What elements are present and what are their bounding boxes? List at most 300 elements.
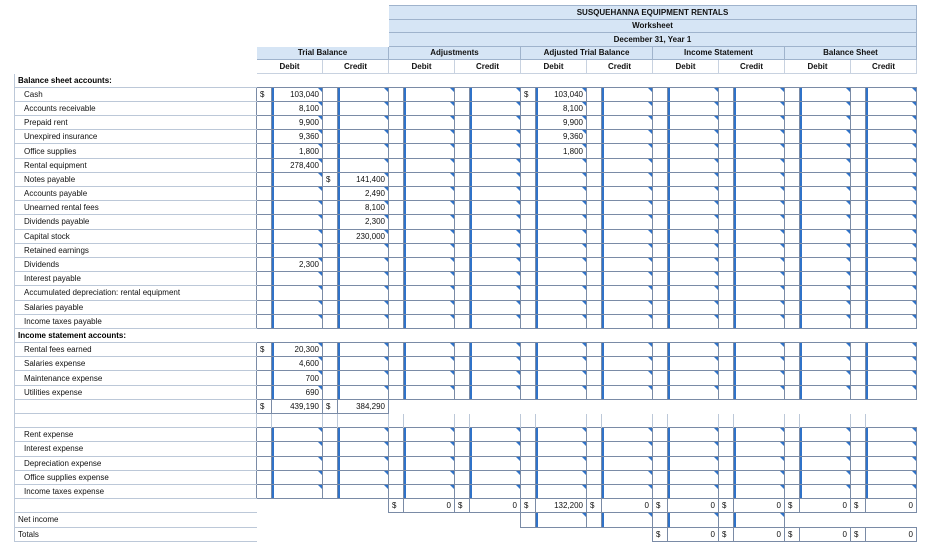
amount-input[interactable] — [404, 484, 455, 498]
empty — [470, 328, 521, 342]
amount-input[interactable] — [404, 215, 455, 229]
amount-input[interactable] — [272, 272, 323, 286]
amount-input[interactable] — [536, 428, 587, 442]
amount-input[interactable] — [866, 101, 917, 115]
empty — [272, 328, 323, 342]
amount-input[interactable] — [800, 272, 851, 286]
amount-input[interactable] — [272, 286, 323, 300]
dollar-sign — [587, 470, 602, 484]
amount-input[interactable] — [668, 357, 719, 371]
amount-input[interactable] — [470, 343, 521, 357]
amount-input[interactable] — [668, 130, 719, 144]
amount-input[interactable] — [734, 201, 785, 215]
amount-input[interactable] — [272, 215, 323, 229]
amount-input[interactable] — [470, 172, 521, 186]
debit-header: Debit — [785, 60, 851, 74]
amount-input[interactable] — [602, 272, 653, 286]
amount-input[interactable] — [602, 201, 653, 215]
amount-input[interactable] — [536, 385, 587, 399]
amount-input[interactable] — [800, 101, 851, 115]
dollar-sign — [653, 101, 668, 115]
amount-input[interactable] — [404, 130, 455, 144]
amount-input[interactable] — [404, 144, 455, 158]
amount-input[interactable] — [800, 172, 851, 186]
amount-input[interactable] — [734, 484, 785, 498]
amount-input[interactable] — [800, 215, 851, 229]
amount-input[interactable]: 9,900 — [536, 116, 587, 130]
amount-input[interactable] — [338, 484, 389, 498]
amount-input[interactable] — [866, 300, 917, 314]
amount-input[interactable] — [602, 116, 653, 130]
amount-input[interactable] — [668, 116, 719, 130]
amount-input[interactable] — [734, 243, 785, 257]
amount-input[interactable] — [470, 385, 521, 399]
amount-input[interactable] — [866, 272, 917, 286]
amount-input[interactable] — [536, 229, 587, 243]
amount-input[interactable] — [470, 300, 521, 314]
amount-input[interactable] — [470, 201, 521, 215]
amount-input[interactable] — [602, 385, 653, 399]
amount-input[interactable] — [668, 201, 719, 215]
amount-input[interactable] — [866, 116, 917, 130]
bs-final-credit-total: 0 — [866, 527, 917, 541]
amount-input[interactable] — [800, 229, 851, 243]
amount-input[interactable] — [404, 201, 455, 215]
amount-input[interactable] — [800, 116, 851, 130]
amount-input[interactable] — [338, 158, 389, 172]
amount-input[interactable] — [602, 187, 653, 201]
amount-input[interactable] — [800, 442, 851, 456]
amount-input[interactable] — [470, 144, 521, 158]
amount-input[interactable] — [800, 428, 851, 442]
amount-input[interactable] — [668, 87, 719, 101]
amount-input[interactable] — [404, 357, 455, 371]
amount-input[interactable] — [602, 130, 653, 144]
amount-input[interactable]: 690 — [272, 385, 323, 399]
amount-input[interactable] — [470, 243, 521, 257]
amount-input[interactable] — [668, 286, 719, 300]
amount-input[interactable] — [536, 442, 587, 456]
amount-input[interactable] — [272, 428, 323, 442]
amount-input[interactable] — [734, 215, 785, 229]
amount-input[interactable] — [404, 172, 455, 186]
amount-input[interactable] — [668, 215, 719, 229]
amount-input[interactable] — [866, 215, 917, 229]
amount-input[interactable] — [866, 257, 917, 271]
amount-input[interactable] — [800, 130, 851, 144]
amount-input[interactable] — [272, 172, 323, 186]
amount-input[interactable] — [668, 428, 719, 442]
amount-input[interactable] — [536, 484, 587, 498]
amount-input[interactable] — [404, 385, 455, 399]
amount-input[interactable] — [734, 187, 785, 201]
amount-input[interactable] — [668, 172, 719, 186]
amount-input[interactable] — [866, 371, 917, 385]
amount-input[interactable] — [602, 484, 653, 498]
amount-input[interactable] — [602, 257, 653, 271]
amount-input[interactable] — [602, 371, 653, 385]
net-income-input[interactable] — [602, 513, 653, 527]
dollar-sign — [587, 300, 602, 314]
empty — [602, 73, 653, 87]
amount-input[interactable]: 1,800 — [536, 144, 587, 158]
amount-input[interactable] — [470, 272, 521, 286]
amount-input[interactable] — [272, 314, 323, 328]
amount-input[interactable] — [734, 428, 785, 442]
amount-input[interactable] — [338, 314, 389, 328]
net-income-input[interactable] — [734, 513, 785, 527]
dollar-sign — [521, 385, 536, 399]
amount-input[interactable] — [668, 101, 719, 115]
amount-input[interactable] — [404, 442, 455, 456]
amount-input[interactable] — [404, 428, 455, 442]
amount-input[interactable] — [866, 442, 917, 456]
amount-input[interactable] — [602, 158, 653, 172]
amount-input[interactable] — [866, 428, 917, 442]
amount-input[interactable] — [338, 87, 389, 101]
amount-input[interactable] — [338, 357, 389, 371]
amount-input[interactable] — [734, 116, 785, 130]
amount-input[interactable] — [404, 470, 455, 484]
amount-input[interactable]: 103,040 — [272, 87, 323, 101]
amount-input[interactable] — [602, 470, 653, 484]
amount-input[interactable] — [470, 257, 521, 271]
amount-input[interactable] — [404, 314, 455, 328]
amount-input[interactable] — [866, 470, 917, 484]
amount-input[interactable] — [734, 456, 785, 470]
amount-input[interactable] — [734, 257, 785, 271]
amount-input[interactable] — [800, 144, 851, 158]
amount-input[interactable] — [536, 243, 587, 257]
amount-input[interactable] — [602, 456, 653, 470]
amount-input[interactable] — [404, 343, 455, 357]
amount-input[interactable] — [470, 286, 521, 300]
dollar-sign — [257, 116, 272, 130]
amount-input[interactable]: 9,360 — [536, 130, 587, 144]
amount-input[interactable] — [536, 371, 587, 385]
amount-input[interactable] — [338, 130, 389, 144]
amount-input[interactable] — [668, 229, 719, 243]
amount-input[interactable] — [602, 172, 653, 186]
amount-input[interactable] — [338, 101, 389, 115]
amount-input[interactable] — [470, 428, 521, 442]
amount-input[interactable] — [338, 286, 389, 300]
amount-input[interactable] — [800, 257, 851, 271]
amount-input[interactable] — [602, 243, 653, 257]
bs-final-debit-total: 0 — [800, 527, 851, 541]
amount-input[interactable] — [734, 172, 785, 186]
amount-input[interactable] — [668, 385, 719, 399]
amount-input[interactable] — [866, 87, 917, 101]
amount-input[interactable]: 9,360 — [272, 130, 323, 144]
amount-input[interactable]: 8,100 — [272, 101, 323, 115]
amount-input[interactable] — [602, 314, 653, 328]
amount-input[interactable] — [734, 385, 785, 399]
debit-header: Debit — [389, 60, 455, 74]
amount-input[interactable] — [470, 187, 521, 201]
amount-input[interactable] — [734, 442, 785, 456]
amount-input[interactable] — [536, 300, 587, 314]
amount-input[interactable] — [404, 456, 455, 470]
amount-input[interactable] — [866, 187, 917, 201]
empty — [455, 73, 470, 87]
amount-input[interactable] — [734, 470, 785, 484]
amount-input[interactable] — [536, 257, 587, 271]
empty — [455, 328, 470, 342]
dollar-sign — [851, 257, 866, 271]
amount-input[interactable] — [800, 357, 851, 371]
amount-input[interactable] — [800, 484, 851, 498]
amount-input[interactable] — [800, 158, 851, 172]
amount-input[interactable] — [800, 371, 851, 385]
amount-input[interactable] — [734, 343, 785, 357]
tb-credit-total: 384,290 — [338, 399, 389, 413]
amount-input[interactable] — [866, 484, 917, 498]
amount-input[interactable]: 103,040 — [536, 87, 587, 101]
amount-input[interactable] — [866, 243, 917, 257]
amount-input[interactable] — [470, 130, 521, 144]
amount-input[interactable] — [668, 456, 719, 470]
amount-input[interactable]: 700 — [272, 371, 323, 385]
net-income-input[interactable] — [536, 513, 587, 527]
amount-input[interactable] — [668, 187, 719, 201]
amount-input[interactable] — [470, 442, 521, 456]
amount-input[interactable] — [470, 229, 521, 243]
amount-input[interactable] — [536, 158, 587, 172]
empty — [866, 399, 917, 413]
amount-input[interactable] — [470, 87, 521, 101]
amount-input[interactable] — [272, 201, 323, 215]
amount-input[interactable] — [404, 300, 455, 314]
amount-input[interactable] — [668, 314, 719, 328]
amount-input[interactable] — [866, 343, 917, 357]
amount-input[interactable] — [866, 201, 917, 215]
amount-input[interactable] — [338, 257, 389, 271]
amount-input[interactable]: 2,300 — [272, 257, 323, 271]
amount-input[interactable] — [602, 101, 653, 115]
amount-input[interactable] — [338, 470, 389, 484]
amount-input[interactable] — [536, 215, 587, 229]
amount-input[interactable] — [272, 456, 323, 470]
amount-input[interactable] — [404, 272, 455, 286]
amount-input[interactable] — [272, 300, 323, 314]
atb-credit-total: 0 — [602, 499, 653, 513]
amount-input[interactable] — [338, 272, 389, 286]
amount-input[interactable] — [602, 229, 653, 243]
amount-input[interactable] — [602, 87, 653, 101]
amount-input[interactable] — [866, 229, 917, 243]
amount-input[interactable] — [602, 442, 653, 456]
dollar-sign — [521, 428, 536, 442]
amount-input[interactable] — [800, 201, 851, 215]
amount-input[interactable] — [404, 257, 455, 271]
amount-input[interactable]: 2,490 — [338, 187, 389, 201]
dollar-sign — [851, 371, 866, 385]
amount-input[interactable] — [404, 243, 455, 257]
amount-input[interactable] — [602, 144, 653, 158]
amount-input[interactable] — [734, 229, 785, 243]
amount-input[interactable] — [272, 442, 323, 456]
amount-input[interactable] — [602, 286, 653, 300]
amount-input[interactable] — [470, 470, 521, 484]
empty — [602, 328, 653, 342]
amount-input[interactable]: 278,400 — [272, 158, 323, 172]
amount-input[interactable] — [866, 172, 917, 186]
amount-input[interactable] — [734, 158, 785, 172]
amount-input[interactable] — [734, 101, 785, 115]
amount-input[interactable] — [800, 187, 851, 201]
dollar-sign — [719, 456, 734, 470]
amount-input[interactable] — [668, 300, 719, 314]
amount-input[interactable] — [800, 87, 851, 101]
dollar-sign — [455, 158, 470, 172]
amount-input[interactable] — [800, 300, 851, 314]
dollar-sign — [455, 201, 470, 215]
amount-input[interactable] — [404, 158, 455, 172]
amount-input[interactable] — [536, 272, 587, 286]
amount-input[interactable] — [536, 470, 587, 484]
amount-input[interactable] — [536, 357, 587, 371]
amount-input[interactable] — [470, 456, 521, 470]
account-label: Dividends payable — [15, 215, 257, 229]
amount-input[interactable] — [536, 201, 587, 215]
amount-input[interactable] — [668, 272, 719, 286]
amount-input[interactable] — [536, 286, 587, 300]
amount-input[interactable] — [734, 371, 785, 385]
amount-input[interactable] — [734, 300, 785, 314]
amount-input[interactable] — [338, 116, 389, 130]
amount-input[interactable] — [404, 87, 455, 101]
amount-input[interactable] — [800, 243, 851, 257]
amount-input[interactable] — [272, 187, 323, 201]
amount-input[interactable] — [734, 357, 785, 371]
amount-input[interactable]: 4,600 — [272, 357, 323, 371]
amount-input[interactable] — [602, 357, 653, 371]
amount-input[interactable] — [866, 456, 917, 470]
dollar-sign — [851, 428, 866, 442]
amount-input[interactable] — [668, 470, 719, 484]
amount-input[interactable] — [272, 229, 323, 243]
amount-input[interactable]: 8,100 — [338, 201, 389, 215]
amount-input[interactable] — [404, 187, 455, 201]
amount-input[interactable] — [734, 87, 785, 101]
amount-input[interactable]: 230,000 — [338, 229, 389, 243]
amount-input[interactable] — [866, 144, 917, 158]
amount-input[interactable] — [800, 314, 851, 328]
amount-input[interactable] — [602, 343, 653, 357]
amount-input[interactable] — [734, 286, 785, 300]
dollar-sign: $ — [587, 499, 602, 513]
amount-input[interactable] — [404, 286, 455, 300]
amount-input[interactable] — [536, 172, 587, 186]
amount-input[interactable] — [800, 470, 851, 484]
amount-input[interactable] — [668, 484, 719, 498]
amount-input[interactable] — [470, 101, 521, 115]
amount-input[interactable] — [470, 357, 521, 371]
amount-input[interactable] — [272, 243, 323, 257]
amount-input[interactable]: 20,300 — [272, 343, 323, 357]
dollar-sign — [851, 158, 866, 172]
amount-input[interactable] — [866, 314, 917, 328]
amount-input[interactable] — [338, 385, 389, 399]
amount-input[interactable] — [338, 300, 389, 314]
amount-input[interactable] — [866, 286, 917, 300]
amount-input[interactable] — [404, 229, 455, 243]
amount-input[interactable] — [338, 343, 389, 357]
amount-input[interactable] — [602, 215, 653, 229]
empty — [257, 328, 272, 342]
amount-input[interactable] — [866, 158, 917, 172]
amount-input[interactable] — [668, 343, 719, 357]
amount-input[interactable] — [404, 116, 455, 130]
amount-input[interactable] — [338, 428, 389, 442]
amount-input[interactable] — [866, 357, 917, 371]
amount-input[interactable] — [602, 428, 653, 442]
account-label: Cash — [15, 87, 257, 101]
amount-input[interactable] — [470, 484, 521, 498]
amount-input[interactable] — [668, 144, 719, 158]
amount-input[interactable] — [338, 442, 389, 456]
amount-input[interactable] — [470, 314, 521, 328]
amount-input[interactable] — [734, 130, 785, 144]
amount-input[interactable] — [404, 371, 455, 385]
amount-input[interactable] — [668, 442, 719, 456]
amount-input[interactable] — [800, 456, 851, 470]
amount-input[interactable] — [536, 314, 587, 328]
amount-input[interactable] — [668, 158, 719, 172]
amount-input[interactable] — [470, 158, 521, 172]
amount-input[interactable] — [734, 314, 785, 328]
dollar-sign — [323, 187, 338, 201]
amount-input[interactable] — [338, 243, 389, 257]
amount-input[interactable] — [734, 144, 785, 158]
amount-input[interactable] — [338, 371, 389, 385]
amount-input[interactable] — [470, 371, 521, 385]
amount-input[interactable] — [470, 116, 521, 130]
dollar-sign — [653, 130, 668, 144]
amount-input[interactable] — [404, 101, 455, 115]
amount-input[interactable] — [602, 300, 653, 314]
amount-input[interactable] — [800, 343, 851, 357]
amount-input[interactable] — [338, 144, 389, 158]
amount-input[interactable] — [734, 272, 785, 286]
amount-input[interactable]: 2,300 — [338, 215, 389, 229]
dollar-sign: $ — [389, 499, 404, 513]
amount-input[interactable] — [668, 243, 719, 257]
amount-input[interactable] — [668, 257, 719, 271]
amount-input[interactable]: 8,100 — [536, 101, 587, 115]
empty — [404, 73, 455, 87]
account-label: Rental equipment — [15, 158, 257, 172]
net-income-input[interactable] — [668, 513, 719, 527]
dollar-sign — [455, 357, 470, 371]
amount-input[interactable]: 9,900 — [272, 116, 323, 130]
amount-input[interactable] — [338, 456, 389, 470]
amount-input[interactable] — [272, 484, 323, 498]
amount-input[interactable]: 1,800 — [272, 144, 323, 158]
amount-input[interactable] — [536, 187, 587, 201]
amount-input[interactable] — [536, 456, 587, 470]
amount-input[interactable] — [272, 470, 323, 484]
amount-input[interactable]: 141,400 — [338, 172, 389, 186]
amount-input[interactable] — [470, 215, 521, 229]
amount-input[interactable] — [866, 130, 917, 144]
amount-input[interactable] — [536, 343, 587, 357]
amount-input[interactable] — [800, 385, 851, 399]
amount-input[interactable] — [800, 286, 851, 300]
amount-input[interactable] — [668, 371, 719, 385]
amount-input[interactable] — [866, 385, 917, 399]
